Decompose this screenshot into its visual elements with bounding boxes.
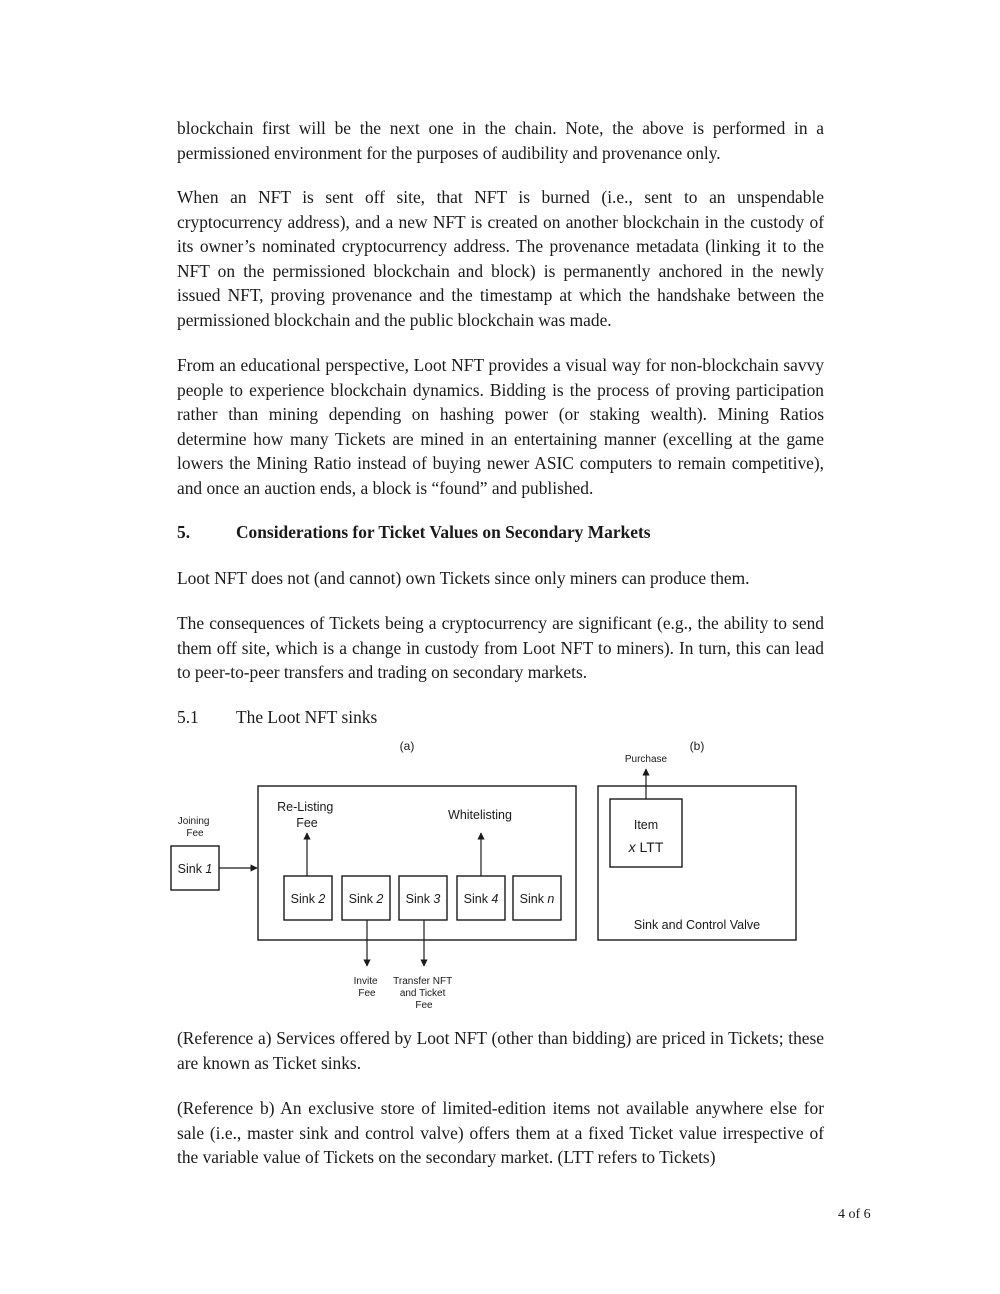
invite-fee-label: Invite Fee xyxy=(353,976,378,999)
sink-label: Sink 3 xyxy=(405,892,441,906)
transfer-fee-label: Transfer NFT and Ticket Fee xyxy=(393,976,453,1011)
section-title: Considerations for Ticket Values on Secondary Markets xyxy=(236,522,651,542)
valve-label: Sink and Control Valve xyxy=(633,918,761,932)
section-number: 5. xyxy=(177,522,191,542)
sink-box xyxy=(457,876,505,920)
sink-label: Sink 2 xyxy=(290,892,326,906)
subsection-title: The Loot NFT sinks xyxy=(236,707,378,727)
paragraph: (Reference a) Services offered by Loot NFT (other than bidding) are priced in Tickets; these are known as Ticket sinks. xyxy=(177,1028,824,1073)
item-box xyxy=(610,799,682,867)
item-price-label: x LTT xyxy=(628,839,664,855)
sink-box xyxy=(399,876,447,920)
sink-box xyxy=(342,876,390,920)
paragraph: When an NFT is sent off site, that NFT is burned (i.e., sent to an unspendable cryptocurrency address), and a new NFT is created on another blockchain in the custody of its owner’s nominated cryptocurrency address. The provenance metadata (linking it to the NFT on the permissioned blockchain and block) is permanently anchored in the newly issued NFT, proving provenance and the timestamp at which the handshake between the permissioned blockchain and the public blockchain was made. xyxy=(177,187,824,330)
store-box xyxy=(598,786,796,940)
label-a: (a) xyxy=(399,739,415,753)
sink-label: Sink 4 xyxy=(463,892,499,906)
sink-1-label: Sink 1 xyxy=(177,862,213,876)
paragraph: The consequences of Tickets being a cryptocurrency are significant (e.g., the ability to send them off site, which is a change in custody from Loot NFT to miners). In turn, this can lead to peer-to-peer transfers and trading on secondary markets. xyxy=(177,613,824,683)
paragraph: From an educational perspective, Loot NFT provides a visual way for non-blockchain savvy people to experience blockchain dynamics. Bidding is the process of proving participation rather than mining depending on hashing power (or staking wealth). Mining Ratios determine how many Tickets are mined in an entertaining manner (excelling at the game lowers the Mining Ratio instead of buying newer ASIC computers to remain competitive), and once an auction ends, a block is “found” and published. xyxy=(177,355,824,498)
paragraph: blockchain first will be the next one in the chain. Note, the above is performed in a permissioned environment for the purposes of audibility and provenance only. xyxy=(177,118,824,163)
sink-box xyxy=(513,876,561,920)
sink-label: Sink n xyxy=(519,892,555,906)
sink-label: Sink 2 xyxy=(348,892,384,906)
paragraph: (Reference b) An exclusive store of limited-edition items not available anywhere else for sale (i.e., master sink and control valve) offers them at a fixed Ticket value irrespective of the variable value of Tickets on the secondary market. (LTT refers to Tickets) xyxy=(177,1098,824,1168)
services-box xyxy=(258,786,576,940)
paragraph: Loot NFT does not (and cannot) own Tickets since only miners can produce them. xyxy=(177,568,750,588)
sink-1-box xyxy=(171,846,219,890)
item-label: Item xyxy=(633,818,659,832)
label-b: (b) xyxy=(689,739,705,753)
sink-box xyxy=(284,876,332,920)
relisting-fee-label: Re-Listing Fee xyxy=(277,800,334,830)
whitelisting-label: Whitelisting xyxy=(448,808,512,822)
joining-fee-label: Joining Fee xyxy=(177,816,210,839)
purchase-label: Purchase xyxy=(624,754,668,765)
subsection-number: 5.1 xyxy=(177,707,199,727)
page-number: 4 of 6 xyxy=(838,1207,871,1222)
